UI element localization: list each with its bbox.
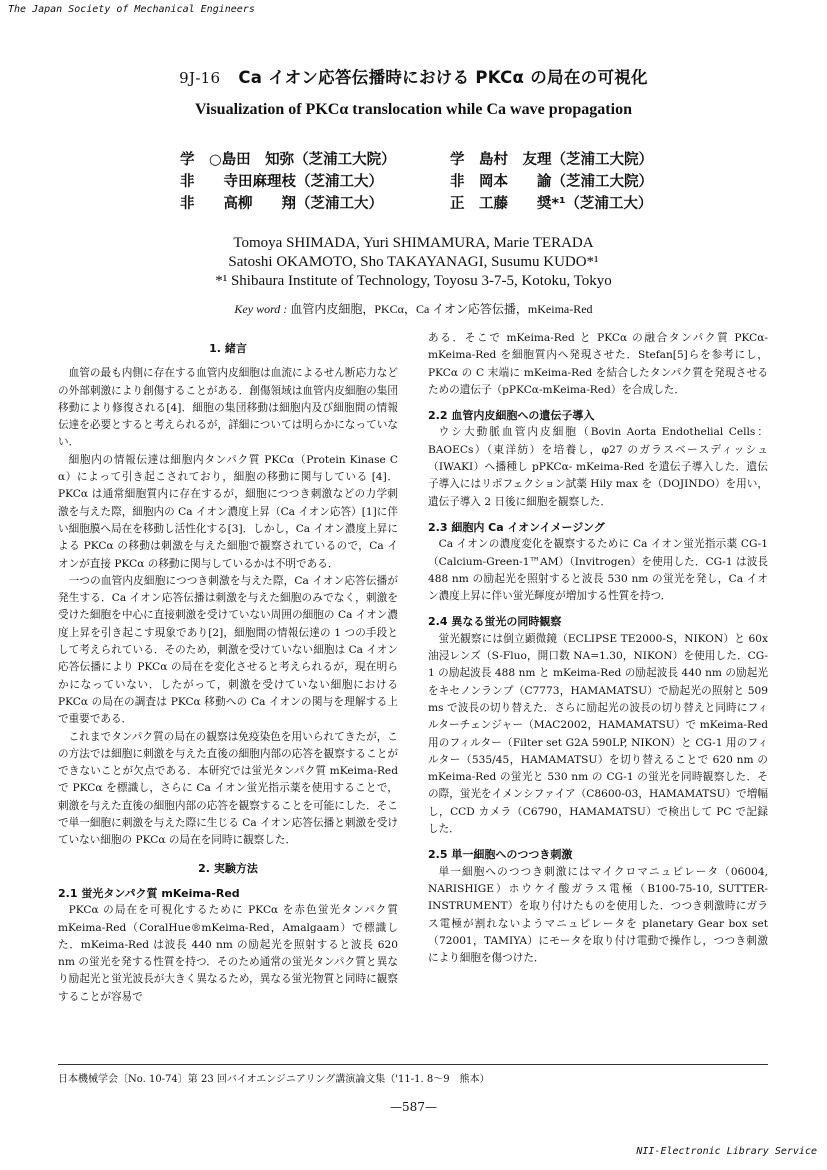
affiliation: *¹ Shibaura Institute of Technology, Toyosu 3-7-5, Kotoku, Tokyo bbox=[215, 273, 612, 289]
author: 非 寺田麻理枝（芝浦工大） bbox=[180, 174, 383, 190]
authors-en-line: Tomoya SHIMADA, Yuri SHIMAMURA, Marie TERADA bbox=[233, 235, 594, 251]
author: 学 島村 友理（芝浦工大院） bbox=[450, 152, 653, 168]
subsection-title: 2.3 細胞内 Ca イオンイメージング bbox=[428, 520, 605, 534]
author: 正 工藤 奨*¹（芝浦工大） bbox=[450, 196, 653, 212]
paragraph: 血管の最も内側に存在する血管内皮細胞は血流によるせん断応力などの外部刺激により創傷することがある．創傷領域は血管内皮細胞の集団移動により修復される[4]．細胞の集団移動は細胞内及び細胞間の情報伝達を必要とすると考えられるが，詳細については明らかになっていない． bbox=[58, 367, 398, 449]
authors-ja bbox=[180, 149, 700, 215]
authors-en-line: Satoshi OKAMOTO, Sho TAKAYANAGI, Susumu KUDO*¹ bbox=[228, 254, 599, 270]
author: 学 ○島田 知弥（芝浦工大院） bbox=[180, 152, 396, 168]
section-title: 1. 緒言 bbox=[209, 342, 247, 355]
footer-divider bbox=[58, 1064, 768, 1065]
keywords bbox=[0, 300, 827, 317]
author-row bbox=[180, 193, 700, 215]
paragraph: ある．そこで mKeima-Red と PKCα の融合タンパク質 PKCα-mKeima-Red を細胞質内へ発現させた．Stefan[5]らを参考にし，PKCα の C 末端に mKeima-Red を結合したタンパク質を発現させるための遺伝子（pPKCα-mKeima-Red）を合成した． bbox=[428, 332, 768, 396]
society-header: The Japan Society of Mechanical Engineers bbox=[8, 4, 255, 15]
paper-title-en: Visualization of PKCα translocation while Ca wave propagation bbox=[195, 101, 632, 118]
section-title: 2. 実験方法 bbox=[198, 861, 258, 875]
paragraph: 蛍光観察には倒立顕微鏡（ECLIPSE TE2000-S，NIKON）と 60x 油浸レンズ（S-Fluo，開口数 NA=1.30，NIKON）を使用した．CG-1 の励起波長 488 nm と mKeima-Red の励起波長 440 nm の励起光をキセノンランプ（C7773，HAMAMATSU）で励起光の照射と 509 ms で波長の切り替えた．さらに励起光の波長の切り替えと同時にフィルターチェンジャー（MAC2002，HAMAMATSU）で mKeima-Red 用のフィルター（Filter set G2A 590LP, NIKON）と CG-1 用のフィルター（535/45，HAMAMATSU）を切り替えることで 620 nm の mKeima-Red の蛍光と 530 nm の CG-1 の蛍光を同時観察した．その際，蛍光をイメンシファイア（C8600-03，HAMAMATSU）で増幅し，CCD カメラ（C6790，HAMAMATSU）で検出して PC で記録した． bbox=[428, 632, 768, 836]
paragraph: Ca イオンの濃度変化を観察するために Ca イオン蛍光指示薬 CG-1（Calcium-Green-1™AM）（Invitrogen）を使用した．CG-1 は波長 488 nm の励起光を照射すると波長 530 nm の蛍光を発し，Ca イオン濃度上昇に伴い蛍光輝度が増加する性質を持つ． bbox=[428, 538, 768, 603]
keyword-text: 血管内皮細胞，PKCα，Ca イオン応答伝播，mKeima-Red bbox=[290, 302, 593, 316]
left-column bbox=[58, 330, 398, 1006]
subsection-title: 2.5 単一細胞へのつつき刺激 bbox=[428, 848, 573, 862]
paragraph: 細胞内の情報伝達は細胞内タンパク質 PKCα（Protein Kinase C α）によって引き起こされており，細胞の移動に関与している [4]．PKCα は通常細胞質内に存在するが，細胞につつき刺激などの力学刺激を与えた際，細胞内の Ca イオン濃度上昇（Ca イオン応答）[1]に伴い細胞膜へ局在を移動し活性化する[3]．しかし，Ca イオン濃度上昇による PKCα の移動は刺激を与えた細胞で観察されているので，Ca イオンが直接 PKCα の移動に関与しているかは不明である． bbox=[58, 453, 398, 570]
author: 非 岡本 諭（芝浦工大院） bbox=[450, 174, 653, 190]
paragraph: これまでタンパク質の局在の観察は免疫染色を用いられてきたが，この方法では細胞に刺激を与えた直後の細胞内部の応答を観察することができないことが欠点である．本研究では蛍光タンパク質 mKeima-Red で PKCα を標識し，さらに Ca イオン蛍光指示薬を使用することで，刺激を与えた直後の細胞内部の応答を観察することを可能にした．そこで単一細胞に刺激を与えた際に生じる Ca イオン応答伝播と刺激を受けていない細胞の PKCα の局在を同時に観察した． bbox=[58, 730, 398, 847]
subsection-title: 2.1 蛍光タンパク質 mKeima-Red bbox=[58, 886, 240, 900]
subsection-title: 2.4 異なる蛍光の同時観察 bbox=[428, 615, 562, 629]
author-row bbox=[180, 149, 700, 171]
conference-footer: 日本機械学会〔No. 10-74〕第 23 回バイオエンジニアリング講演論文集（'11-1. 8〜9 熊本） bbox=[58, 1074, 490, 1085]
paragraph: 一つの血管内皮細胞につつき刺激を与えた際，Ca イオン応答伝播が発生する．Ca イオン応答伝播は刺激を与えた細胞のみでなく，刺激を受けた細胞を中心に直接刺激を受けていない周囲の細胞の Ca イオン濃度上昇を引き起こす現象であり[2]，細胞間の情報伝達の 1 つの手段として考えられている．そのため，刺激を受けていない細胞は Ca イオン応答伝播により PKCα の局在を変化させると考えられるが，現在明らかになっていない．したがって，刺激を受けていない細胞における PKCα の局在の調査は PKCα 移動への Ca イオンの関与を理解する上で重要である． bbox=[58, 574, 398, 726]
author-row bbox=[180, 171, 700, 193]
paragraph: ウシ大動脈血管内皮細胞（Bovin Aorta Endothelial Cells：BAOECs）（東洋紡）を培養し，φ27 のガラスベースディッシュ（IWAKI）へ播種し pPKCα- mKeima-Red を遺伝子導入した．遺伝子導入にはリポフェクション試薬 Hily max を（DOJINDO）を用い，遺伝子導入 2 日後に細胞を観察した． bbox=[428, 426, 768, 508]
paper-number: 9J-16 bbox=[179, 69, 221, 87]
nii-footer: NII-Electronic Library Service bbox=[636, 1146, 817, 1157]
title-ja-text: Ca イオン応答伝播時における PKCα の局在の可視化 bbox=[238, 68, 648, 87]
paper-title-ja bbox=[0, 64, 827, 88]
subsection-title: 2.2 血管内皮細胞への遺伝子導入 bbox=[428, 409, 595, 423]
keyword-label: Key word : bbox=[234, 302, 288, 316]
paragraph: PKCα の局在を可視化するために PKCα を赤色蛍光タンパク質 mKeima-Red（CoralHue®mKeima-Red，Amalgaam）で標識した．mKeima-Red は波長 440 nm の励起光を照射すると波長 620 nm の蛍光を発する性質を持つ．そのため通常の蛍光タンパク質と異なり励起光と蛍光波長が大きく異なるため，異なる蛍光物質と同時に観察することが容易で bbox=[58, 904, 398, 1003]
author: 非 高柳 翔（芝浦工大） bbox=[180, 196, 383, 212]
right-column bbox=[428, 330, 768, 967]
authors-en bbox=[0, 234, 827, 291]
paragraph: 単一細胞へのつつき刺激にはマイクロマニュピレータ（06004, NARISHIGE）ホウケイ酸ガラス電極（B100-75-10, SUTTER-INSTRUMENT）を取り付けたものを使用した．つつき刺激時にガラス電極が割れないようマニュピレータを planetary Gear box set（72001，TAMIYA）にモータを取り付け電動で操作し，つつき刺激により細胞を傷つけた． bbox=[428, 865, 768, 965]
page-number: —587— bbox=[390, 1100, 437, 1114]
